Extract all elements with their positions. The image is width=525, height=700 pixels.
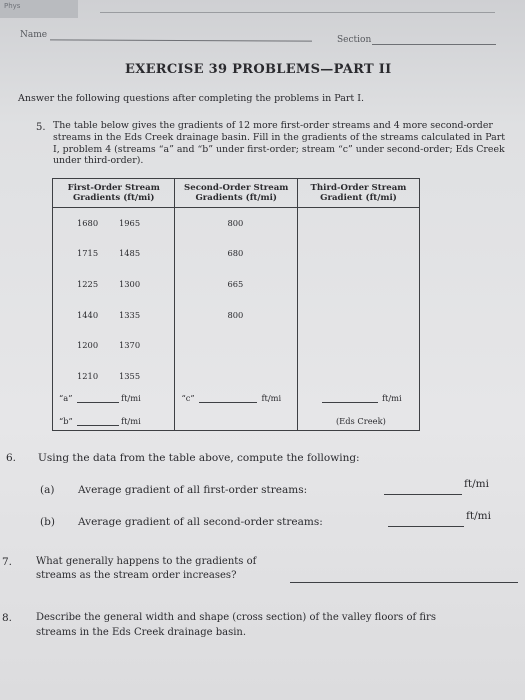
- question-5-text: The table below gives the gradients of 12 more first-order streams and 4 more second-order streams in the Eds Creek drainage basin. Fill in the gradients of the streams calculated in Part I, problem 4 (streams “a” and “b” under first-order; stream “c” under second-order; Eds Creek under third-order).: [53, 120, 506, 167]
- name-line[interactable]: [50, 39, 312, 41]
- header-third-order: Third-Order Stream Gradient (ft/mi): [297, 179, 419, 208]
- question-6b-text: Average gradient of all second-order streams:: [78, 516, 323, 528]
- question-6a-label: (a): [40, 484, 55, 496]
- question-8-number: 8.: [2, 612, 13, 624]
- first-order-value: 1210: [77, 371, 99, 381]
- first-order-value: 1225: [77, 279, 99, 289]
- second-order-value: 680: [227, 248, 244, 258]
- question-6a-text: Average gradient of all first-order streams:: [78, 484, 308, 496]
- eds-creek-label: (Eds Creek): [335, 416, 386, 426]
- question-7-answer-line[interactable]: [290, 582, 518, 583]
- corner-tab: [0, 0, 78, 18]
- first-order-column: [53, 208, 175, 431]
- third-order-column: [297, 208, 419, 431]
- question-6a-answer-line[interactable]: [384, 494, 462, 495]
- header-first-order: First-Order Stream Gradients (ft/mi): [53, 179, 175, 208]
- question-6b-unit: ft/mi: [466, 510, 491, 522]
- first-order-value: 1300: [119, 279, 141, 289]
- first-order-value: 1355: [119, 371, 141, 381]
- first-order-value: 1335: [119, 310, 141, 320]
- stream-a-blank[interactable]: [77, 402, 119, 403]
- first-order-value: 1485: [119, 248, 141, 258]
- section-line[interactable]: [372, 44, 496, 45]
- stream-b-blank[interactable]: [77, 425, 119, 426]
- question-7-text-line2: streams as the stream order increases?: [36, 570, 237, 581]
- second-order-value: 665: [227, 279, 244, 289]
- question-6a-unit: ft/mi: [464, 478, 489, 490]
- first-order-value: 1715: [77, 248, 99, 258]
- question-8-text-line2: streams in the Eds Creek drainage basin.: [36, 627, 247, 638]
- second-order-column: [175, 208, 297, 431]
- question-8-text-line1: Describe the general width and shape (cross section) of the valley floors of firs: [36, 612, 436, 623]
- second-order-value: 800: [227, 218, 244, 228]
- second-order-value: 800: [227, 310, 244, 320]
- question-6-number: 6.: [6, 452, 17, 464]
- eds-creek-blank[interactable]: [322, 402, 378, 403]
- top-rule: [100, 12, 495, 13]
- stream-c-blank[interactable]: [199, 402, 257, 403]
- question-6b-label: (b): [40, 516, 55, 528]
- stream-c-unit: ft/mi: [261, 393, 282, 403]
- first-order-value: 1680: [77, 218, 99, 228]
- name-label: Name: [20, 30, 48, 40]
- gradient-table: [52, 178, 420, 431]
- question-7-text-line1: What generally happens to the gradients of: [36, 556, 257, 567]
- first-order-value: 1440: [77, 310, 99, 320]
- stream-a-label: “a”: [59, 393, 73, 403]
- page-title: EXERCISE 39 PROBLEMS—PART II: [125, 62, 392, 77]
- question-6-text: Using the data from the table above, compute the following:: [38, 452, 360, 464]
- first-order-value: 1965: [119, 218, 141, 228]
- question-6b-answer-line[interactable]: [388, 526, 464, 527]
- header-second-order: Second-Order Stream Gradients (ft/mi): [175, 179, 297, 208]
- question-7-number: 7.: [2, 556, 13, 568]
- instructions: Answer the following questions after completing the problems in Part I.: [18, 93, 365, 104]
- stream-b-label: “b”: [59, 416, 73, 426]
- stream-b-unit: ft/mi: [121, 416, 141, 426]
- stream-c-label: “c”: [181, 393, 195, 403]
- stream-a-unit: ft/mi: [121, 393, 141, 403]
- first-order-value: 1370: [119, 340, 141, 350]
- question-5-number: 5.: [36, 122, 46, 133]
- eds-creek-unit: ft/mi: [381, 393, 402, 403]
- first-order-value: 1200: [77, 340, 99, 350]
- corner-tab-label: Phys: [4, 2, 21, 10]
- section-label: Section: [337, 35, 372, 45]
